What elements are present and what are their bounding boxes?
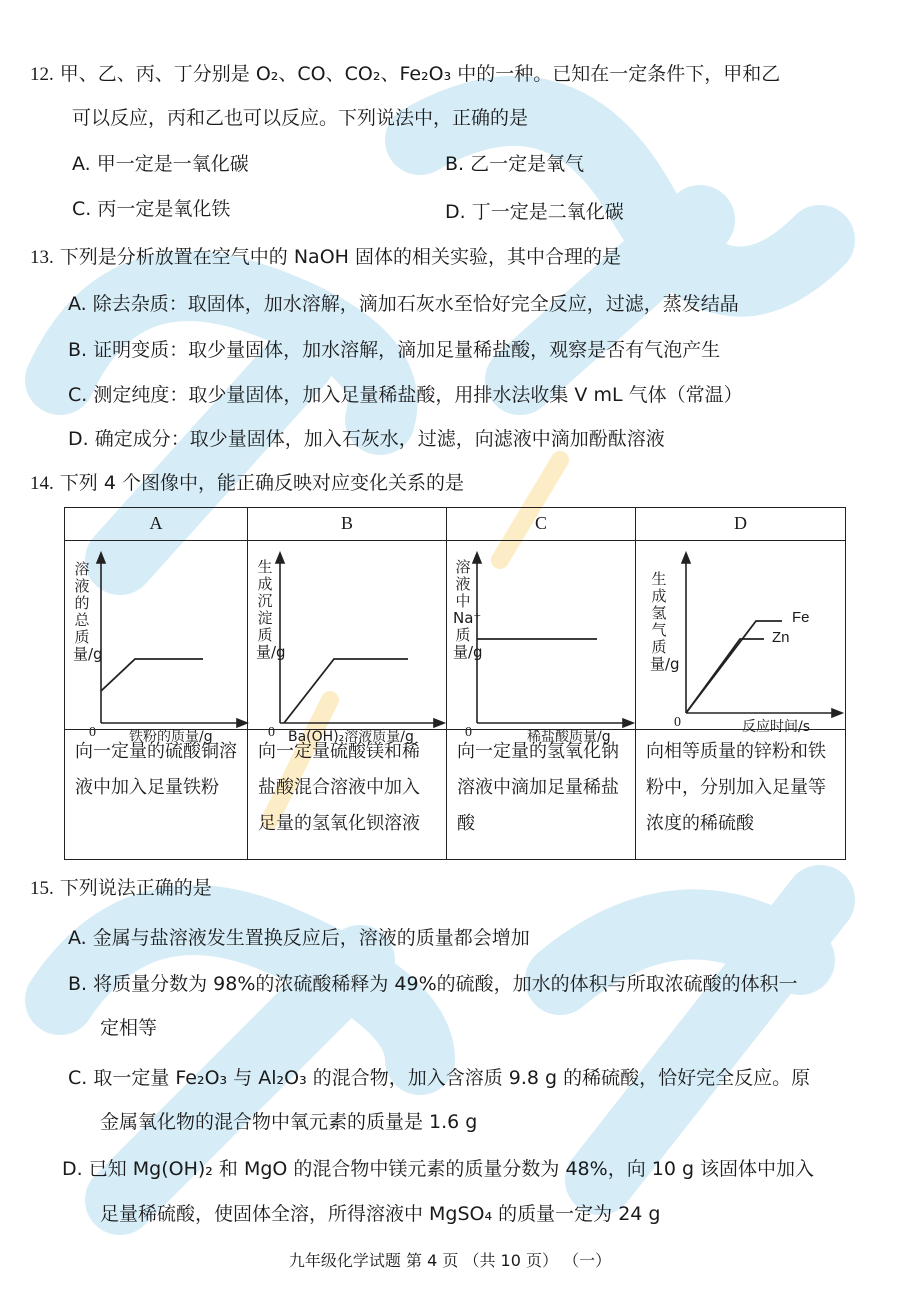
graph-b-panel — [247, 540, 447, 745]
q12-option-b-text: 乙一定是氧气 — [470, 153, 585, 175]
q13-number: 13. — [30, 247, 54, 268]
graph-b-description: 向一定量硫酸镁和稀盐酸混合溶液中加入足量的氢氧化钡溶液 — [247, 729, 447, 860]
q13-option-a — [68, 290, 739, 318]
graph-a-origin: 0 — [89, 725, 96, 740]
q14-graph-table — [64, 507, 846, 860]
q15-option-a-key: A. — [68, 927, 87, 949]
q13-option-c — [68, 381, 743, 409]
q12-option-a-text: 甲一定是一氧化碳 — [96, 153, 249, 175]
graph-d-curve-zn — [686, 639, 764, 713]
graph-c-header: C — [446, 507, 636, 541]
q12-option-a — [72, 150, 249, 178]
graph-c-origin: 0 — [465, 725, 472, 740]
q15-stem-text: 下列说法正确的是 — [59, 877, 212, 899]
graph-d-plot — [636, 541, 847, 731]
graph-d-legend-zn: Zn — [772, 629, 790, 646]
q13-option-d-key: D. — [68, 428, 89, 450]
graph-d-ylabel: 生成氢气质量/g — [650, 570, 680, 673]
page-footer: 九年级化学试题 第 4 页 （共 10 页） （一） — [288, 1251, 612, 1270]
graph-a-ylabel: 溶液的总质量/g — [73, 560, 103, 663]
graph-d-xlabel: 反应时间/s — [742, 719, 811, 735]
q13-option-d — [68, 425, 665, 453]
q14-stem — [30, 469, 464, 498]
q12-option-d — [445, 198, 624, 226]
q13-stem-text: 下列是分析放置在空气中的 NaOH 固体的相关实验，其中合理的是 — [59, 246, 621, 268]
graph-d-description: 向相等质量的锌粉和铁粉中，分别加入足量等浓度的稀硫酸 — [635, 729, 846, 860]
q12-stem-text1: 甲、乙、丙、丁分别是 O₂、CO、CO₂、Fe₂O₃ 中的一种。已知在一定条件下，甲和乙 — [59, 63, 781, 85]
q15-option-d-key: D. — [62, 1158, 83, 1180]
q13-option-b — [68, 336, 720, 364]
q15-option-c — [68, 1064, 810, 1092]
q15-option-c-key: C. — [68, 1067, 88, 1089]
q12-option-b-key: B. — [445, 153, 465, 175]
q15-option-d-text1: 已知 Mg(OH)₂ 和 MgO 的混合物中镁元素的质量分数为 48%，向 10 g 该固体中加入 — [88, 1158, 815, 1180]
q12-option-c — [72, 195, 230, 223]
q12-option-c-key: C. — [72, 198, 92, 220]
q13-option-b-key: B. — [68, 339, 88, 361]
graph-b-origin: 0 — [268, 725, 275, 740]
q15-option-b-text1: 将质量分数为 98%的浓硫酸稀释为 49%的硫酸，加水的体积与所取浓硫酸的体积一 — [93, 973, 798, 995]
q12-stem-line1 — [30, 60, 780, 89]
q13-option-c-text: 测定纯度：取少量固体，加入足量稀盐酸，用排水法收集 V mL 气体（常温） — [93, 384, 743, 406]
graph-a-plot — [65, 541, 249, 731]
q15-option-c-text2: 金属氧化物的混合物中氧元素的质量是 1.6 g — [100, 1111, 478, 1133]
q13-option-c-key: C. — [68, 384, 88, 406]
q13-option-d-text: 确定成分：取少量固体，加入石灰水，过滤，向滤液中滴加酚酞溶液 — [94, 428, 665, 450]
q15-stem — [30, 874, 212, 903]
q12-option-d-text: 丁一定是二氧化碳 — [471, 201, 624, 223]
q15-option-d — [62, 1155, 814, 1183]
graph-a-curve — [101, 659, 203, 691]
q14-number: 14. — [30, 473, 54, 494]
graph-c-panel — [446, 540, 636, 745]
q12-option-d-key: D. — [445, 201, 466, 223]
graph-b-header: B — [247, 507, 447, 541]
q13-option-a-key: A. — [68, 293, 87, 315]
graph-a-description: 向一定量的硫酸铜溶液中加入足量铁粉 — [64, 729, 248, 860]
q13-stem — [30, 243, 621, 272]
q15-number: 15. — [30, 878, 54, 899]
graph-d-origin: 0 — [674, 715, 681, 730]
q14-stem-text: 下列 4 个图像中，能正确反映对应变化关系的是 — [59, 472, 464, 494]
graph-d-legend-fe: Fe — [792, 609, 810, 626]
q12-option-b — [445, 150, 584, 178]
q15-option-c-text1: 取一定量 Fe₂O₃ 与 Al₂O₃ 的混合物，加入含溶质 9.8 g 的稀硫酸，恰好完全反应。原 — [93, 1067, 811, 1089]
q15-option-d-text2: 足量稀硫酸，使固体全溶，所得溶液中 MgSO₄ 的质量一定为 24 g — [100, 1203, 661, 1225]
q15-option-b-text2: 定相等 — [100, 1017, 158, 1039]
graph-a-xlabel: 铁粉的质量/g — [129, 729, 213, 745]
graph-c-xlabel: 稀盐酸质量/g — [527, 729, 611, 745]
graph-b-curve — [284, 659, 408, 723]
graph-a-panel — [64, 540, 248, 745]
graph-c-description: 向一定量的氢氧化钠溶液中滴加足量稀盐酸 — [446, 729, 636, 860]
graph-d-panel — [635, 540, 846, 735]
q12-option-c-text: 丙一定是氧化铁 — [97, 198, 231, 220]
q15-option-a — [68, 924, 530, 952]
q15-option-a-text: 金属与盐溶液发生置换反应后，溶液的质量都会增加 — [92, 927, 530, 949]
graph-d-curve-fe — [686, 621, 782, 713]
q13-option-b-text: 证明变质：取少量固体，加水溶解，滴加足量稀盐酸，观察是否有气泡产生 — [93, 339, 721, 361]
graph-b-ylabel: 生成沉淀质量/g — [256, 558, 286, 661]
graph-a-header: A — [64, 507, 248, 541]
graph-c-plot — [447, 541, 637, 731]
q15-option-b-key: B. — [68, 973, 88, 995]
q12-option-a-key: A. — [72, 153, 91, 175]
graph-c-ylabel: 溶液中Na⁺质量/g — [453, 558, 483, 661]
q13-option-a-text: 除去杂质：取固体，加水溶解，滴加石灰水至恰好完全反应，过滤，蒸发结晶 — [92, 293, 739, 315]
graph-b-xlabel: Ba(OH)₂溶液质量/g — [288, 729, 414, 745]
q12-number: 12. — [30, 64, 54, 85]
graph-b-plot — [248, 541, 448, 731]
q12-stem-line2: 可以反应，丙和乙也可以反应。下列说法中，正确的是 — [72, 107, 529, 129]
q15-option-b — [68, 970, 798, 998]
graph-d-header: D — [635, 507, 846, 541]
